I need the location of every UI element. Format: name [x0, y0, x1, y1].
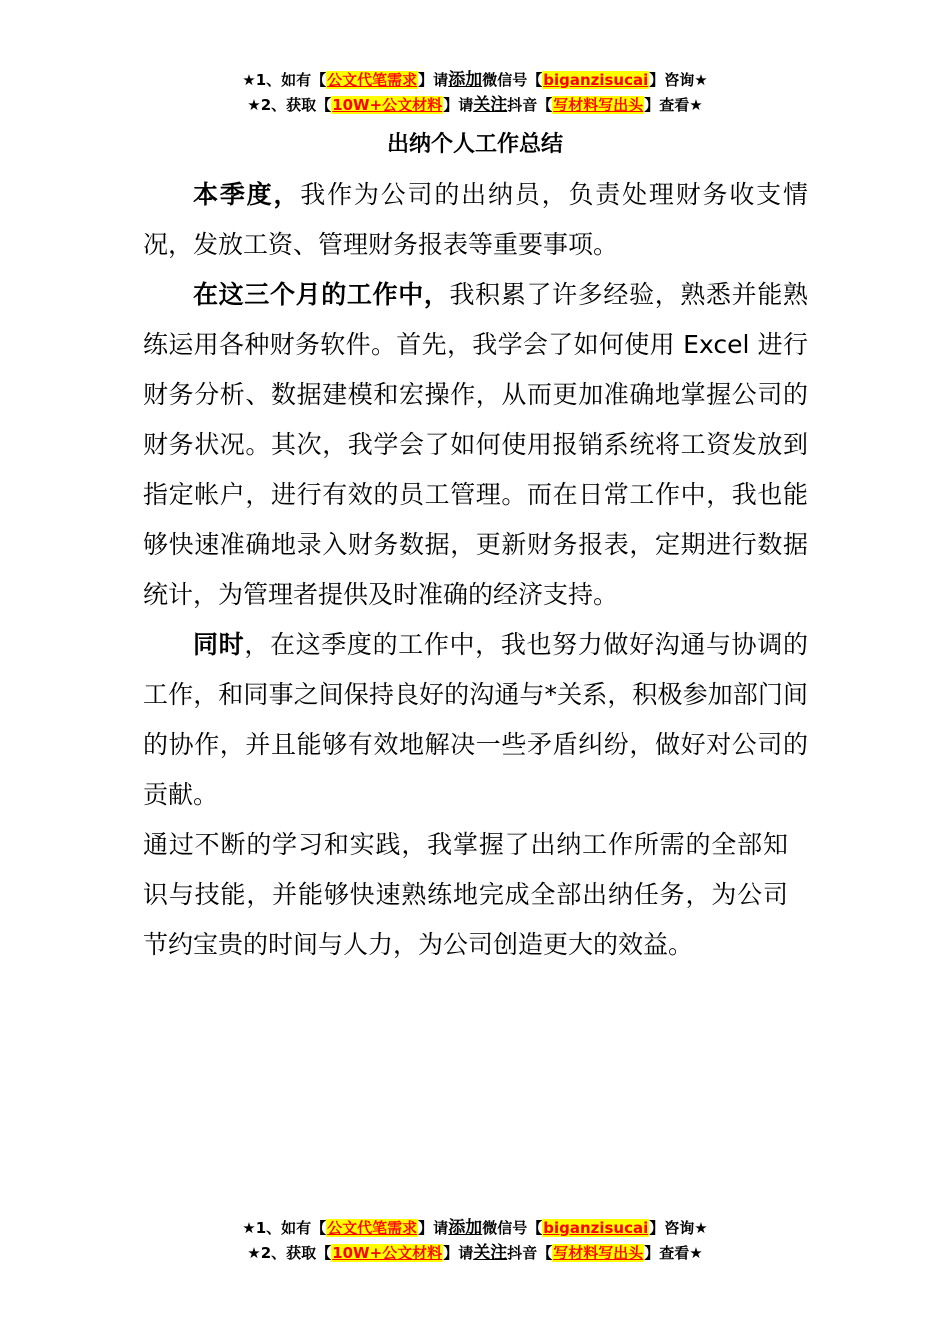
paragraph: [143, 170, 808, 270]
banner-text: 】请: [418, 1219, 449, 1237]
highlight-materials: 10W+公文材料: [332, 1244, 443, 1262]
closing-paragraph: 通过不断的学习和实践，我掌握了出纳工作所需的全部知识与技能，并能够快速熟练地完成全部出纳任务，为公司节约宝贵的时间与人力，为公司创造更大的效益。: [143, 830, 788, 959]
banner-text: ★1、如有【: [242, 1219, 327, 1237]
document-body: [143, 170, 808, 970]
banner-text: ★2、获取【: [247, 96, 332, 114]
banner-emphasis: 关注: [473, 1243, 508, 1263]
banner-line-2: [0, 93, 950, 118]
banner-text: 抖音【: [507, 1244, 553, 1262]
banner-emphasis: 添加: [448, 70, 483, 90]
banner-text: 】查看★: [644, 1244, 703, 1262]
document-title: 出纳个人工作总结: [386, 132, 563, 157]
paragraph-lead: 同时: [193, 630, 245, 659]
paragraph-text: ，在这季度的工作中，我也努力做好沟通与协调的工作，和同事之间保持良好的沟通与*关系，积极参加部门间的协作，并且能够有效地解决一些矛盾纠纷，做好对公司的贡献。: [143, 630, 808, 809]
highlight-service: 公文代笔需求: [327, 1219, 418, 1237]
paragraph: [143, 270, 808, 620]
banner-text: 抖音【: [507, 96, 553, 114]
bottom-banner: [0, 1216, 950, 1266]
wechat-id: biganzisucai: [543, 1219, 649, 1237]
banner-text: ★1、如有【: [242, 71, 327, 89]
douyin-account: 写材料写出头: [553, 1244, 644, 1262]
banner-line-1: [0, 1216, 950, 1241]
banner-line-2: [0, 1241, 950, 1266]
highlight-service: 公文代笔需求: [327, 71, 418, 89]
banner-text: 】请: [418, 71, 449, 89]
banner-text: 】咨询★: [649, 71, 708, 89]
banner-emphasis: 添加: [448, 1218, 483, 1238]
paragraph: [143, 620, 808, 820]
banner-text: 微信号【: [482, 1219, 543, 1237]
douyin-account: 写材料写出头: [553, 96, 644, 114]
banner-text: 微信号【: [482, 71, 543, 89]
wechat-id: biganzisucai: [543, 71, 649, 89]
paragraph-lead: 本季度，: [193, 180, 301, 209]
banner-line-1: [0, 68, 950, 93]
banner-emphasis: 关注: [473, 95, 508, 115]
banner-text: 】咨询★: [649, 1219, 708, 1237]
paragraph-lead: 在这三个月的工作中，: [193, 280, 450, 309]
banner-text: 】请: [443, 1244, 474, 1262]
paragraph-text: 我作为公司的出纳员，负责处理财务收支情况，发放工资、管理财务报表等重要事项。: [143, 180, 808, 259]
top-banner: [0, 68, 950, 118]
banner-text: ★2、获取【: [247, 1244, 332, 1262]
banner-text: 】请: [443, 96, 474, 114]
banner-text: 】查看★: [644, 96, 703, 114]
highlight-materials: 10W+公文材料: [332, 96, 443, 114]
paragraph-text: 我积累了许多经验，熟悉并能熟练运用各种财务软件。首先，我学会了如何使用 Excel 进行财务分析、数据建模和宏操作，从而更加准确地掌握公司的财务状况。其次，我学会了如何使用报销系统将工资发放到指定帐户，进行有效的员工管理。而在日常工作中，我也能够快速准确地录入财务数据，更新财务报表，定期进行数据统计，为管理者提供及时准确的经济支持。: [143, 280, 808, 609]
